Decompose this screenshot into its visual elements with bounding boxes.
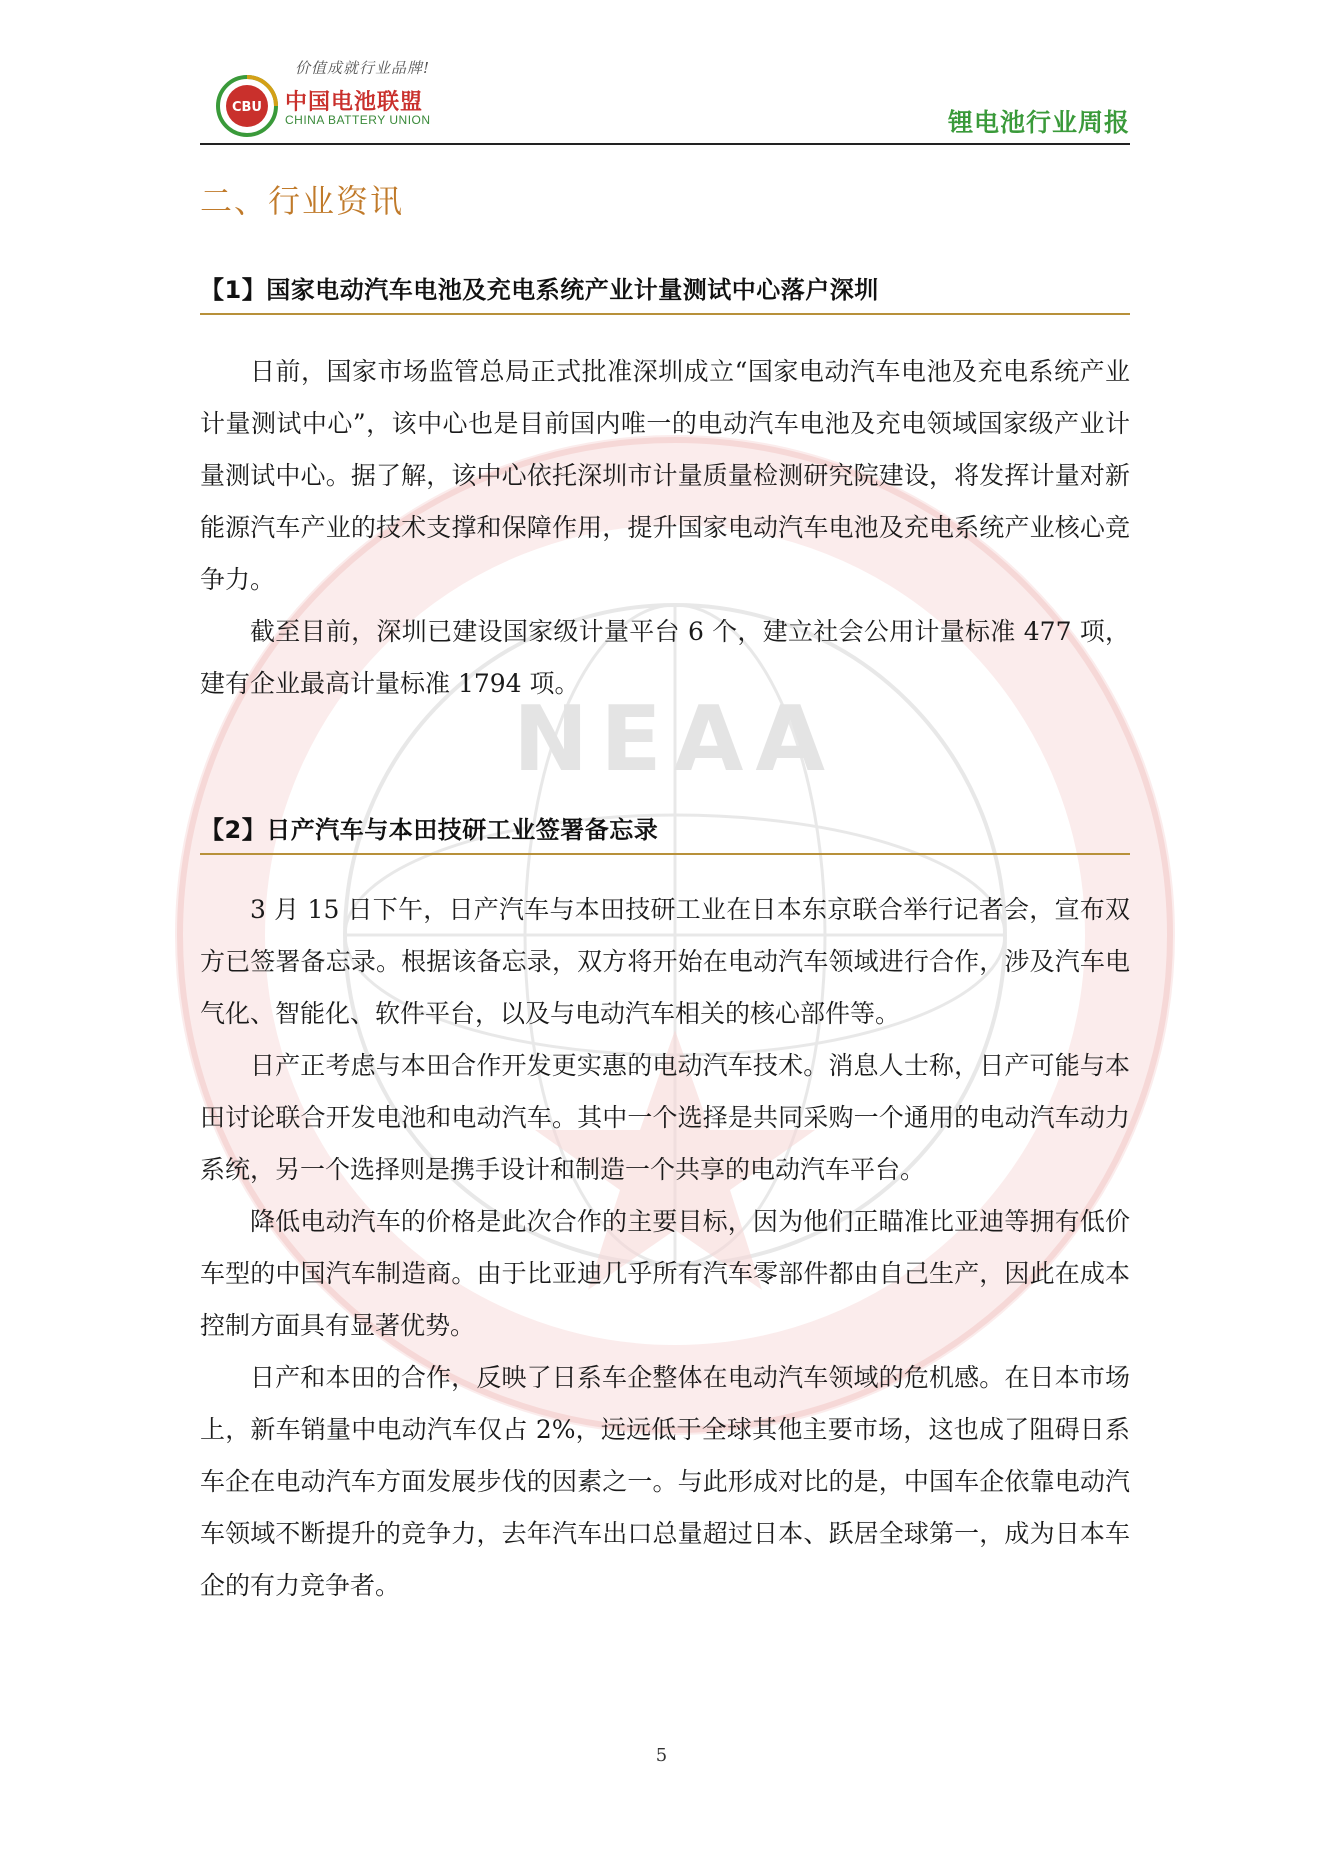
header-divider	[200, 143, 1130, 145]
news-title-2: 【2】日产汽车与本田技研工业签署备忘录	[200, 810, 1130, 855]
news-2-paragraph-2: 日产正考虑与本田合作开发更实惠的电动汽车技术。消息人士称，日产可能与本田讨论联合开发电池和电动汽车。其中一个选择是共同采购一个通用的电动汽车动力系统，另一个选择则是携手设计和制造一个共享的电动汽车平台。	[200, 1051, 1130, 1184]
svg-text:CBU: CBU	[231, 100, 263, 115]
logo-slogan: 价值成就行业品牌!	[295, 59, 431, 77]
logo-english-name: CHINA BATTERY UNION	[285, 113, 431, 127]
page-number: 5	[655, 1745, 668, 1766]
section-title: 二、行业资讯	[200, 182, 405, 220]
report-title: 锂电池行业周报	[947, 108, 1130, 137]
news-2-paragraph-3: 降低电动汽车的价格是此次合作的主要目标，因为他们正瞄准比亚迪等拥有低价车型的中国汽车制造商。由于比亚迪几乎所有汽车零部件都由自己生产，因此在成本控制方面具有显著优势。	[200, 1207, 1130, 1340]
news-2-paragraph-1: 3 月 15 日下午，日产汽车与本田技研工业在日本东京联合举行记者会，宣布双方已签署备忘录。根据该备忘录，双方将开始在电动汽车领域进行合作，涉及汽车电气化、智能化、软件平台，以及与电动汽车相关的核心部件等。	[200, 895, 1130, 1028]
news-title-1: 【1】国家电动汽车电池及充电系统产业计量测试中心落户深圳	[200, 270, 1130, 315]
logo-chinese-name: 中国电池联盟	[285, 90, 424, 115]
news-1-paragraph-1: 日前，国家市场监管总局正式批准深圳成立“国家电动汽车电池及充电系统产业计量测试中心”，该中心也是目前国内唯一的电动汽车电池及充电领域国家级产业计量测试中心。据了解，该中心依托深圳市计量质量检测研究院建设，将发挥计量对新能源汽车产业的技术支撑和保障作用，提升国家电动汽车电池及充电系统产业核心竞争力。	[200, 357, 1130, 594]
logo-abbr-text	[216, 75, 278, 137]
page-header	[200, 55, 1130, 145]
news-2-paragraph-4: 日产和本田的合作，反映了日系车企整体在电动汽车领域的危机感。在日本市场上，新车销量中电动汽车仅占 2%，远远低于全球其他主要市场，这也成了阻碍日系车企在电动汽车方面发展步伐的因素之一。与此形成对比的是，中国车企依靠电动汽车领域不断提升的竞争力，去年汽车出口总量超过日本、跃居全球第一，成为日本车企的有力竞争者。	[200, 1363, 1130, 1600]
svg-text:NEAA: NEAA	[512, 687, 838, 792]
news-1-paragraph-2: 截至目前，深圳已建设国家级计量平台 6 个，建立社会公用计量标准 477 项，建有企业最高计量标准 1794 项。	[200, 617, 1130, 698]
